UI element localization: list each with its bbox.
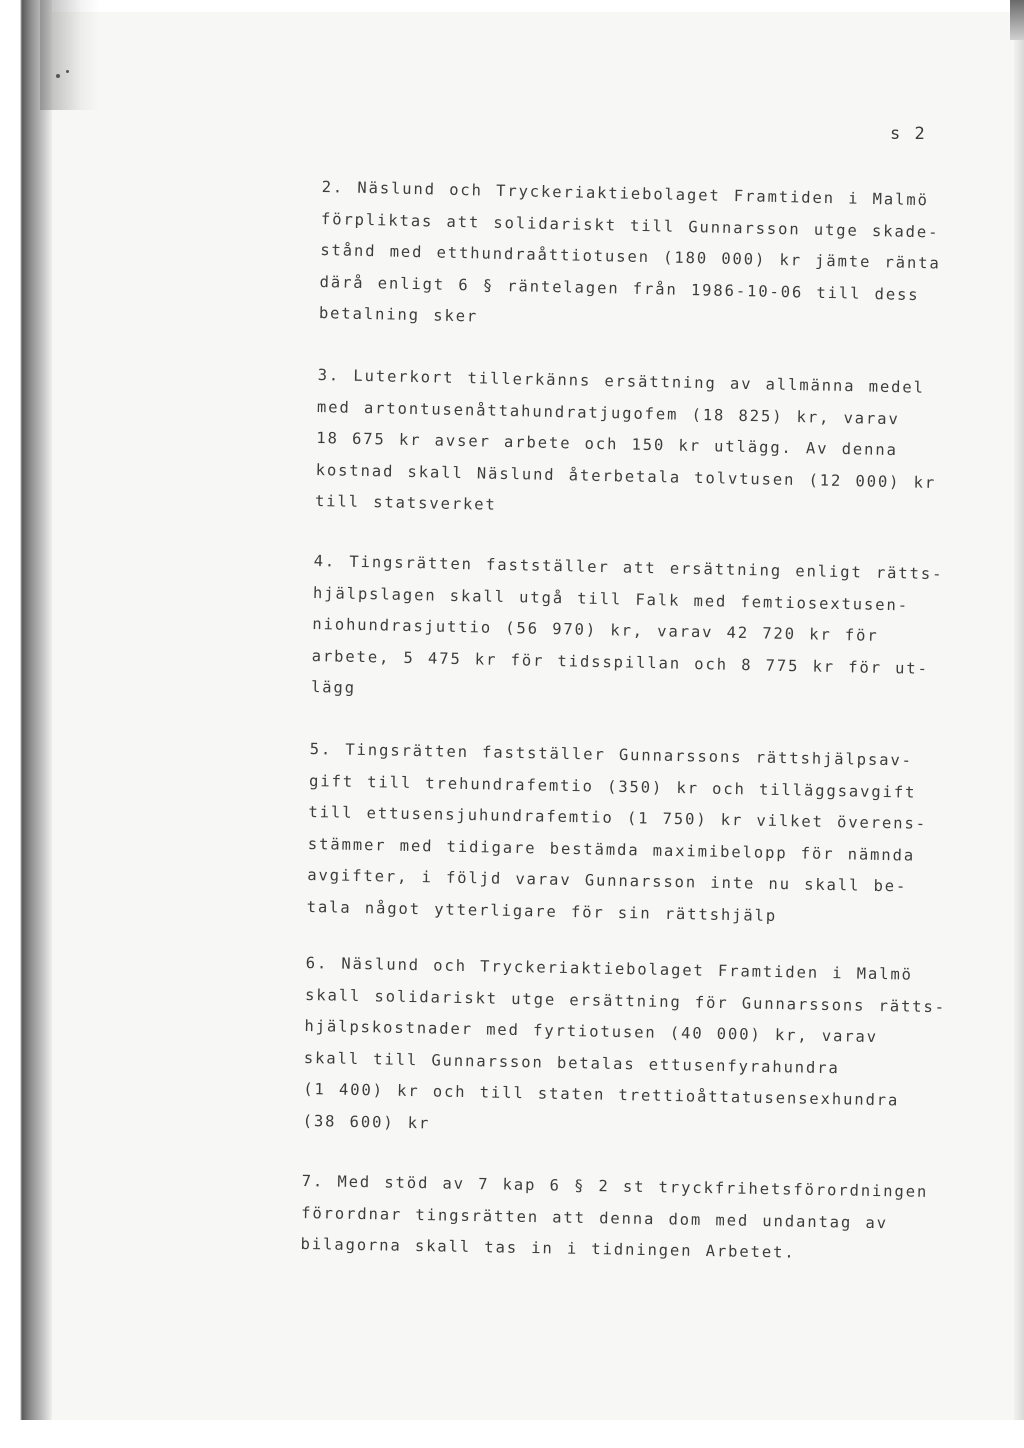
text-line: hjälpskostnader med fyrtiotusen (40 000) kr, varav	[304, 1016, 879, 1046]
text-line: 4. Tingsrätten fastställer att ersättning enligt rätts-	[313, 551, 944, 584]
paragraph-2	[319, 172, 1012, 345]
scan-speck	[66, 70, 69, 73]
scan-speck	[56, 74, 60, 78]
text-line: 7. Med stöd av 7 kap 6 § 2 st tryckfrihetsförordningen	[301, 1171, 929, 1201]
text-line: avgifter, i följd varav Gunnarsson inte nu skall be-	[307, 865, 908, 896]
text-line: bilagorna skall tas in i tidningen Arbetet.	[300, 1234, 796, 1262]
text-line: tala något ytterligare för sin rättshjälp	[306, 897, 778, 925]
text-line: lägg	[310, 677, 357, 697]
text-line: stånd med etthundraåttiotusen (180 000) kr jämte ränta	[320, 240, 941, 273]
scan-shadow-corner	[40, 0, 100, 110]
paragraph-3	[315, 360, 1008, 532]
text-line: därå enligt 6 § räntelagen från 1986-10-06 till dess	[319, 272, 920, 304]
paragraph-4	[311, 546, 1004, 718]
text-line: (38 600) kr	[302, 1111, 431, 1132]
text-line: skall solidariskt utge ersättning för Gunnarssons rätts-	[304, 985, 947, 1016]
text-line: 3. Luterkort tillerkänns ersättning av allmänna medel	[317, 365, 926, 397]
paragraph-5	[306, 734, 1000, 936]
text-line: till ettusensjuhundrafemtio (1 750) kr vilket överens-	[308, 802, 928, 833]
text-line: hjälpslagen skall utgå till Falk med femtiosextusen-	[312, 583, 910, 614]
text-line: betalning sker	[318, 303, 479, 326]
text-line: förordnar tingsrätten att denna dom med undantag av	[301, 1203, 889, 1232]
text-line: (1 400) kr och till staten trettioåttatusensexhundra	[303, 1079, 900, 1110]
text-line: arbete, 5 475 kr för tidsspillan och 8 775 kr för ut-	[311, 646, 930, 678]
scan-edge-right	[1014, 0, 1024, 1448]
scan-shadow-left	[0, 0, 52, 1448]
scan-border-top	[0, 0, 1024, 12]
text-line: förpliktas att solidariskt till Gunnarsson utge skade-	[320, 209, 940, 241]
text-line: till statsverket	[314, 491, 497, 514]
text-line: 2. Näslund och Tryckeriaktiebolaget Framtiden i Malmö	[321, 177, 930, 210]
scan-corner-right	[1010, 0, 1024, 40]
text-line: gift till trehundrafemtio (350) kr och tilläggsavgift	[308, 771, 917, 802]
text-line: med artontusenåttahundratjugofem (18 825) kr, varav	[316, 397, 900, 428]
text-line: 6. Näslund och Tryckeriaktiebolaget Framtiden i Malmö	[305, 953, 914, 984]
text-line: niohundrasjuttio (56 970) kr, varav 42 720 kr för	[312, 614, 879, 645]
text-line: kostnad skall Näslund återbetala tolvtusen (12 000) kr	[315, 460, 937, 492]
text-line: stämmer med tidigare bestämda maximibelopp för nämnda	[307, 834, 916, 865]
text-line: 5. Tingsrätten fastställer Gunnarssons rättshjälpsav-	[309, 739, 914, 770]
paragraph-6	[302, 948, 996, 1150]
paragraph-7	[300, 1166, 992, 1273]
scan-border-bottom	[0, 1420, 1024, 1448]
page-number: s 2	[890, 124, 927, 144]
text-line: skall till Gunnarsson betalas ettusenfyrahundra	[303, 1048, 840, 1077]
text-line: 18 675 kr avser arbete och 150 kr utlägg. Av denna	[316, 428, 899, 460]
